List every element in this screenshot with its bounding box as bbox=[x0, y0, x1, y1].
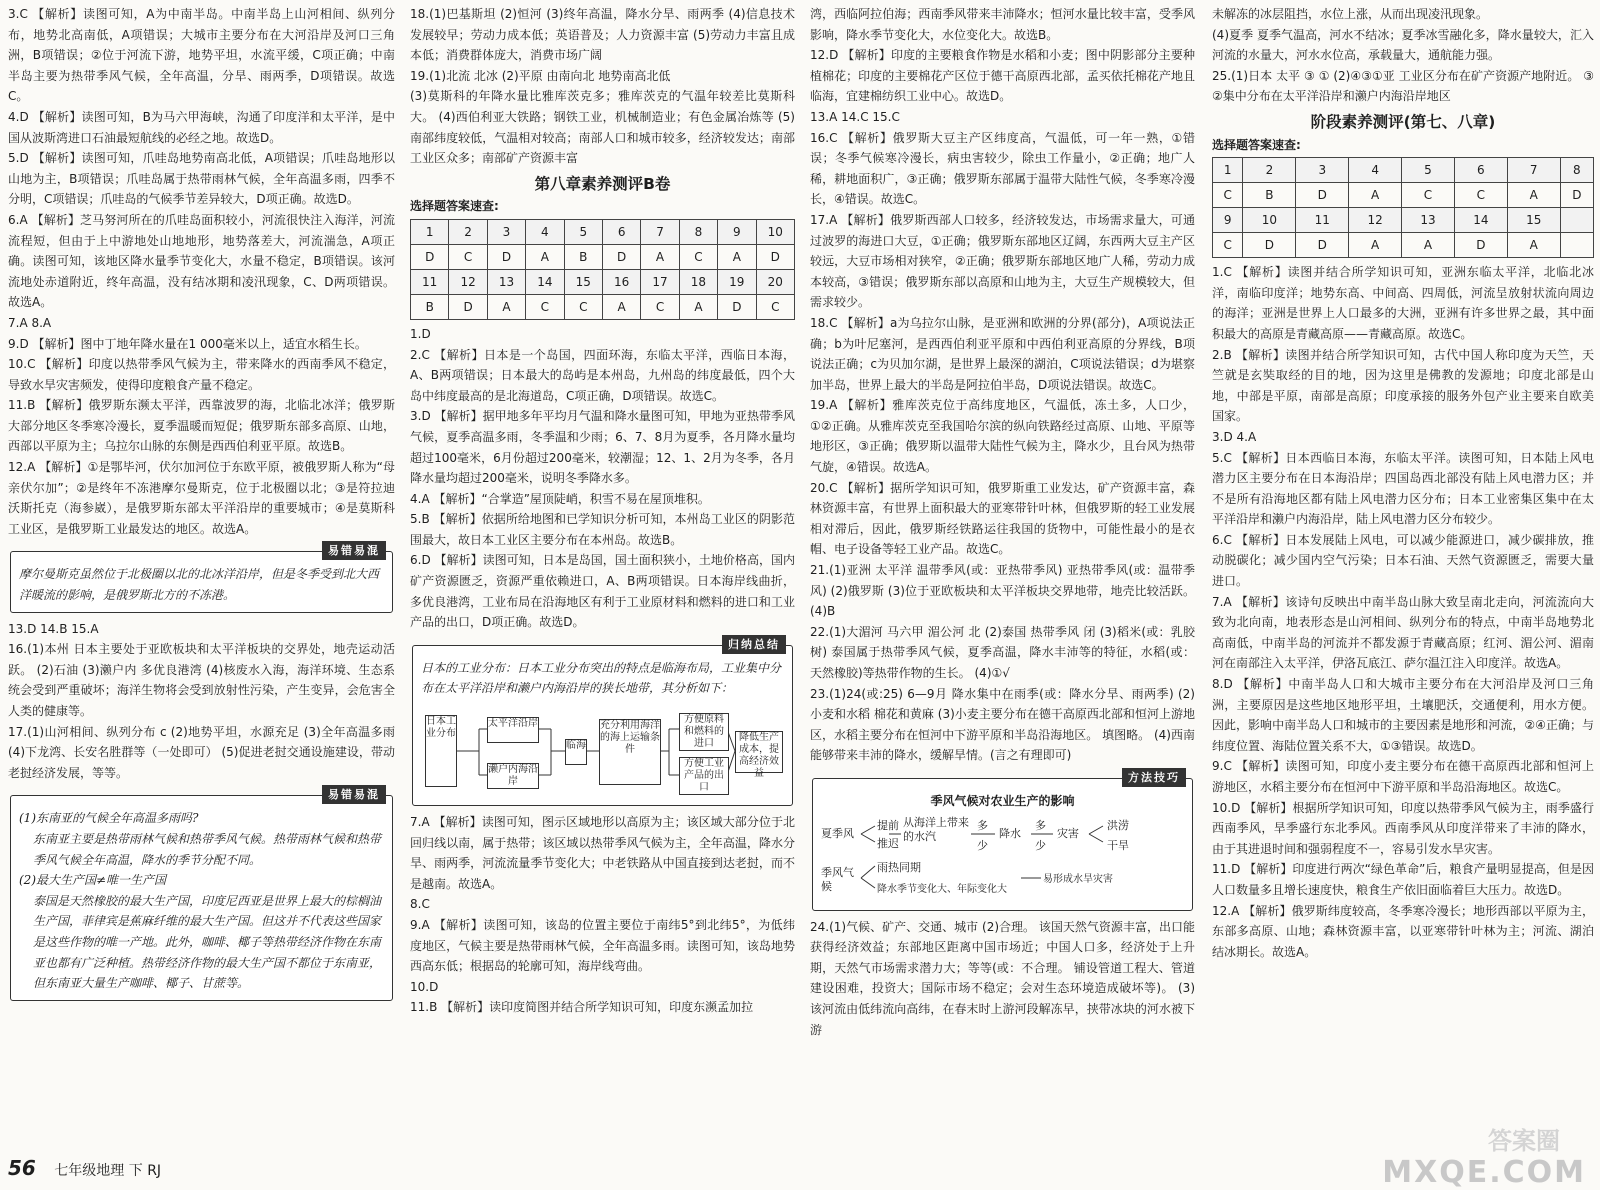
question-number: 4 bbox=[526, 219, 564, 244]
answer-paragraph: 5.C 【解析】日本西临日本海，东临太平洋。读图可知，日本陆上风电潜力区主要分布在日本海沿岸；四国岛西北部没有陆上风电潜力区；并不是所有沿海地区都有陆上风电潜力区分布；日本工业密集区集中在太平洋沿岸和濑户内海沿岸，陆上风电潜力区分布较少。 bbox=[1212, 450, 1594, 527]
answer-paragraph: 2.C 【解析】日本是一个岛国，四面环海，东临太平洋，西临日本海，A、B两项错误；日本最大的岛屿是本州岛，九州岛的纬度最低，四个大岛中纬度最高的是北海道岛，C项正确，D项错误。故选C。 bbox=[410, 347, 795, 403]
column-2 bbox=[410, 4, 795, 1154]
answer-cell: C bbox=[679, 244, 717, 269]
monsoon-node: 易形成水旱灾害 bbox=[1043, 873, 1113, 885]
answer-cell: A bbox=[1402, 233, 1455, 258]
question-number: 15 bbox=[1507, 208, 1560, 233]
question-number: 16 bbox=[602, 269, 640, 294]
question-number: 5 bbox=[1402, 158, 1455, 183]
answer-paragraph: 20.C 【解析】据所学知识可知，俄罗斯重工业发达，矿产资源丰富，森林资源丰富，有世界上面积最大的亚寒带针叶林，但俄罗斯的轻工业发展相对滞后，因此，俄罗斯经铁路运往我国的货物中，可能性最小的是衣帽、电子设备等轻工业产品。故选C。 bbox=[810, 480, 1195, 557]
answer-table bbox=[410, 219, 795, 320]
answer-row bbox=[411, 244, 795, 269]
answer-paragraph: 6.C 【解析】日本发展陆上风电，可以减少能源进口，减少碳排放，推动脱碳化；减少国内空气污染；日本石油、天然气资源匮乏，需要大量进口。 bbox=[1212, 532, 1594, 589]
answer-paragraph: 3.D 【解析】据甲地多年平均月气温和降水量图可知，甲地为亚热带季风气候，夏季高温多雨，冬季温和少雨；6、7、8月为夏季，各月降水量均超过100毫米，6月份超过200毫米，较潮湿；12、1、2月为冬季，各月降水量均超过200毫米，说明冬季降水多。 bbox=[410, 409, 795, 486]
answer-paragraph: 11.D 【解析】印度进行两次“绿色革命”后，粮食产量明显提高，但是因人口数量多且增长速度快，粮食生产依旧面临着巨大压力。故选D。 bbox=[1212, 862, 1594, 897]
tip-line: (1)东南亚的气候全年高温多雨吗? bbox=[19, 811, 199, 826]
answer-quick-label: 选择题答案速查: bbox=[410, 199, 499, 214]
method-box bbox=[812, 770, 1193, 911]
question-number-row bbox=[411, 269, 795, 294]
answer-paragraph: 18.(1)巴基斯坦 (2)恒河 (3)终年高温，降水分旱、雨两季 (4)信息技术发展较早；劳动力成本低；英语普及；人力资源丰富 (5)劳动力丰富且成本低；消费群体庞大，消费市场广阔 bbox=[410, 7, 795, 63]
tip-tag: 易错易混 bbox=[322, 541, 386, 560]
summary-box bbox=[412, 637, 793, 806]
section-heading: 阶段素养测评(第七、八章) bbox=[1310, 112, 1496, 131]
answer-paragraph: 3.D 4.A bbox=[1212, 429, 1257, 444]
flow-node: 方便工业产品的出口 bbox=[679, 757, 729, 795]
answer-paragraph: 16.(1)本州 日本主要处于亚欧板块和太平洋板块的交界处，地壳运动活跃。 (2)石油 (3)濑户内 多优良港湾 (4)核废水入海，海洋环境、生态系统会受到严重破坏；海洋生物将会受到放射性污染，产生变异，会危害全人类的健康等。 bbox=[8, 642, 395, 718]
question-number: 18 bbox=[679, 269, 717, 294]
answer-paragraph: 1.C 【解析】读图并结合所学知识可知，亚洲东临太平洋，北临北冰洋，南临印度洋；地势东高、中间高、四周低，河流呈放射状流向周边的海洋；亚洲是世界上人口最多的大洲，亚洲有许多世界之最，其中面积最大的高原是青藏高原——青藏高原。故选C。 bbox=[1212, 265, 1594, 341]
monsoon-node: 推迟 bbox=[877, 836, 899, 850]
book-title: 七年级地理 下 RJ bbox=[54, 1163, 162, 1180]
answer-paragraph: 1.D bbox=[410, 326, 431, 341]
question-number: 3 bbox=[1296, 158, 1349, 183]
answer-paragraph: 9.A 【解析】读图可知，该岛的位置主要位于南纬5°到北纬5°，为低纬度地区，气候主要是热带雨林气候，全年高温多雨。读图可知，该岛地势西高东低；根据岛的轮廓可知，海岸线弯曲。 bbox=[410, 918, 795, 974]
answer-row bbox=[411, 294, 795, 319]
answer-paragraph: 8.C bbox=[410, 897, 430, 912]
answer-cell: D bbox=[718, 294, 756, 319]
answer-cell: D bbox=[1454, 233, 1507, 258]
question-number: 11 bbox=[1296, 208, 1349, 233]
monsoon-node: 季风气候 bbox=[821, 865, 854, 893]
flow-node: 日本工业分布 bbox=[425, 715, 457, 787]
question-number: 12 bbox=[1349, 208, 1402, 233]
answer-paragraph: 湾，西临阿拉伯海；西南季风带来丰沛降水；恒河水量比较丰富，受季风影响，降水季节变化大，水位变化大。故选B。 bbox=[810, 7, 1195, 42]
answer-paragraph: 17.A 【解析】俄罗斯西部人口较多，经济较发达，市场需求量大，可通过波罗的海进口大豆，①正确；俄罗斯东部地区辽阔，东西两大豆主产区较远，大豆市场相对狭窄，②正确；俄罗斯东部地区地广人稀，劳动力成本较高，③错误；俄罗斯东部以高原和山地为主，大豆生产规模较大，但需求较少。 bbox=[810, 212, 1195, 310]
answer-paragraph: 未解冻的冰层阻挡，水位上涨，从而出现凌汛现象。 bbox=[1212, 7, 1489, 21]
monsoon-node: 雨热同期 bbox=[877, 860, 921, 874]
flow-node: 方便原料和燃料的进口 bbox=[679, 713, 729, 751]
tip-line: 泰国是天然橡胶的最大生产国，印度尼西亚是世界上最大的棕榈油生产国，菲律宾是蕉麻纤维的最大生产国。但这并不代表这些国家是这些作物的唯一产地。此外，咖啡、椰子等热带经济作物在东南亚也都有广泛种植。热带经济作物的最大生产国不都位于东南亚，但东南亚大量生产咖啡、椰子、甘蔗等。 bbox=[33, 893, 382, 991]
question-number: 5 bbox=[564, 219, 602, 244]
answer-row bbox=[1213, 183, 1594, 208]
question-number: 7 bbox=[1507, 158, 1560, 183]
answer-paragraph: 4.A 【解析】“合掌造”屋顶陡峭，积雪不易在屋顶堆积。 bbox=[410, 491, 710, 506]
answer-cell: D bbox=[1296, 183, 1349, 208]
answer-paragraph: 10.C 【解析】印度以热带季风气候为主，带来降水的西南季风不稳定，导致水旱灾害频发，使得印度粮食产量不稳定。 bbox=[8, 357, 395, 392]
answer-paragraph: 7.A 【解析】读图可知，图示区域地形以高原为主；该区域大部分位于北回归线以南，属于热带；该区域以热带季风气候为主，全年高温，降水分旱、雨两季，河流流量季节变化大；中老铁路从中国直接到达老挝，而不是越南。故选A。 bbox=[410, 815, 795, 891]
answer-cell: D bbox=[1296, 233, 1349, 258]
question-number: 9 bbox=[718, 219, 756, 244]
answer-cell: D bbox=[602, 244, 640, 269]
answer-cell: A bbox=[718, 244, 756, 269]
watermark-site: MXQE.COM bbox=[1382, 1155, 1586, 1190]
answer-cell: C bbox=[564, 294, 602, 319]
flow-node: 濑户内海沿岸 bbox=[488, 764, 538, 788]
question-number: 6 bbox=[1454, 158, 1507, 183]
question-number: 14 bbox=[1454, 208, 1507, 233]
answer-paragraph: 6.D 【解析】读图可知，日本是岛国，国土面积狭小，土地价格高，国内矿产资源匮乏，资源严重依赖进口，A、B两项错误。日本海岸线曲折，多优良港湾，工业布局在沿海地区有利于工业原材料和燃料的进口和工业产品的出口，D项正确。故选D。 bbox=[410, 553, 795, 630]
answer-paragraph: 9.C 【解析】读图可知，印度小麦主要分布在德干高原西北部和恒河上游地区，水稻主要分布在恒河中下游平原和半岛沿海地区。故选C。 bbox=[1212, 759, 1594, 794]
page-number: 56 bbox=[8, 1156, 36, 1181]
answer-paragraph: 16.C 【解析】俄罗斯大豆主产区纬度高，气温低，可一年一熟，①错误；冬季气候寒冷漫长，病虫害较少，除虫工作量小，②正确；地广人稀，耕地面积广，③正确；俄罗斯东部属于温带大陆性气候，冬季寒冷漫长，④错误。故选C。 bbox=[810, 130, 1195, 207]
answer-paragraph: 5.D 【解析】读图可知，爪哇岛地势南高北低，A项错误；爪哇岛地形以山地为主，B项错误；爪哇岛属于热带雨林气候，全年高温多雨，四季不分明，C项错误；爪哇岛的气候季节差异较大，D项正确。故选D。 bbox=[8, 151, 395, 207]
flow-node: 充分利用海洋的海上运输条件 bbox=[599, 719, 661, 785]
answer-cell: D bbox=[411, 244, 449, 269]
answer-paragraph: 10.D 【解析】根据所学知识可知，印度以热带季风气候为主，雨季盛行西南季风，旱季盛行东北季风。西南季风从印度洋带来了丰沛的降水，由于其进退时间和强弱程度不一，容易引发水旱灾害。 bbox=[1212, 800, 1594, 856]
question-number: 2 bbox=[1243, 158, 1296, 183]
monsoon-node: 夏季风 bbox=[821, 826, 854, 840]
question-number: 15 bbox=[564, 269, 602, 294]
question-number: 6 bbox=[602, 219, 640, 244]
question-number: 17 bbox=[641, 269, 679, 294]
monsoon-node: 少 bbox=[977, 838, 988, 852]
page-footer bbox=[8, 1158, 161, 1182]
watermark-logo: 答案圈 bbox=[1488, 1127, 1560, 1156]
monsoon-node: 灾害 bbox=[1057, 826, 1079, 840]
answer-paragraph: 12.A 【解析】俄罗斯纬度较高，冬季寒冷漫长；地形西部以平原为主，东部多高原、山地；森林资源丰富，以亚寒带针叶林为主；河流、湖泊结冰期长。故选A。 bbox=[1212, 903, 1594, 959]
answer-paragraph: 25.(1)日本 太平 ③ ① (2)④③①亚 工业区分布在矿产资源产地附近。 ③ ②集中分布在太平洋沿岸和濑户内海沿岸地区 bbox=[1212, 68, 1594, 104]
question-number: 3 bbox=[487, 219, 525, 244]
question-number: 10 bbox=[756, 219, 794, 244]
answer-cell: A bbox=[1349, 233, 1402, 258]
question-number: 4 bbox=[1349, 158, 1402, 183]
question-number: 13 bbox=[487, 269, 525, 294]
answer-cell: A bbox=[641, 244, 679, 269]
question-number: 8 bbox=[679, 219, 717, 244]
flow-node: 降低生产成本，提高经济效益 bbox=[735, 731, 783, 773]
question-number bbox=[1560, 208, 1593, 233]
answer-cell: A bbox=[1507, 233, 1560, 258]
question-number: 8 bbox=[1560, 158, 1593, 183]
answer-paragraph: 10.D bbox=[410, 979, 439, 994]
answer-paragraph: 22.(1)大湄河 马六甲 湄公河 北 (2)泰国 热带季风 闭 (3)稻米(或：乳胶树) 泰国属于热带季风气候，夏季高温，降水丰沛等的特征，水稻(或：天然橡胶)等热带作物的生长。 (4)①√ bbox=[810, 624, 1195, 680]
flow-node: 太平洋沿岸 bbox=[487, 717, 539, 743]
column-4 bbox=[1212, 4, 1594, 1154]
answer-cell: A bbox=[487, 294, 525, 319]
monsoon-node: 洪涝 bbox=[1107, 818, 1129, 832]
answer-paragraph: (3)莫斯科的年降水量比雅库茨克多；雅库茨克的气温年较差比莫斯科大。 (4)西伯利亚大铁路；钢铁工业，机械制造业；有色金属冶炼等 (5)南部纬度较低，气温相对较高；南部人口和城市较多，经济较发达；南部工业区众多；南部矿产资源丰富 bbox=[410, 89, 795, 166]
answer-cell: A bbox=[1349, 183, 1402, 208]
summary-text: 日本的工业分布：日本工业分布突出的特点是临海布局，工业集中分布在太平洋沿岸和濑户内海沿岸的狭长地带，其分析如下： bbox=[421, 660, 782, 696]
monsoon-node: 降水季节变化大、年际变化大 bbox=[877, 883, 1007, 895]
answer-paragraph: 21.(1)亚洲 太平洋 温带季风(或：亚热带季风) 亚热带季风(或：温带季风) (2)俄罗斯 (3)位于亚欧板块和太平洋板块交界地带，地壳比较活跃。 (4)B bbox=[810, 563, 1195, 619]
answer-paragraph: 8.D 【解析】中南半岛人口和大城市主要分布在大河沿岸及河口三角洲，主要原因是这些地区地形平坦，土壤肥沃，交通便利，用水方便。因此，影响中南半岛人口和城市的主要因素是地形和河流，②④正确；与纬度位置、海陆位置关系不大，①③错误。故选D。 bbox=[1212, 677, 1594, 753]
tip-tag: 方法技巧 bbox=[1122, 768, 1186, 787]
column-3 bbox=[810, 4, 1195, 1154]
tip-text: 摩尔曼斯克虽然位于北极圈以北的北冰洋沿岸，但是冬季受到北大西洋暖流的影响，是俄罗斯北方的不冻港。 bbox=[19, 567, 380, 603]
answer-cell: D bbox=[487, 244, 525, 269]
monsoon-node: 提前 bbox=[877, 818, 899, 832]
question-number: 19 bbox=[718, 269, 756, 294]
answer-cell: D bbox=[449, 294, 487, 319]
answer-paragraph: 24.(1)气候、矿产、交通、城市 (2)合理。 该国天然气资源丰富，出口能获得经济效益；东部地区距离中国市场近；中国人口多，经济处于上升期，天然气市场需求潜力大；等等(或：不合理。 铺设管道工程大、管道建设困难，投资大；国际市场不稳定；会对生态环境造成破坏等)。 (3)该河流由低纬流向高纬，在春末时上游河段解冻早，挟带冰块的河水被下游 bbox=[810, 919, 1195, 1037]
answer-paragraph: 2.B 【解析】读图并结合所学知识可知，古代中国人称印度为天竺，天竺就是玄奘取经的目的地，因为这里是佛教的发源地；印度北部是山地，中部是平原，南部是高原；印度承接的服务外包产业主要来自欧美国家。 bbox=[1212, 347, 1594, 424]
answer-cell bbox=[1560, 233, 1593, 258]
answer-paragraph: 23.(1)24(或:25) 6—9月 降水集中在雨季(或：降水分旱、雨两季) (2)小麦和水稻 棉花和黄麻 (3)小麦主要分布在德干高原西北部和恒河上游地区，水稻主要分布在恒河中下游平原和半岛沿海地区。 填图略。 (4)西南 能够带来丰沛的降水，缓解旱情。(言之有理即可) bbox=[810, 686, 1195, 763]
question-number: 9 bbox=[1213, 208, 1243, 233]
column-1 bbox=[8, 4, 395, 1154]
answer-paragraph: 12.D 【解析】印度的主要粮食作物是水稻和小麦；图中阴影部分主要种植棉花；印度的主要棉花产区位于德干高原西北部，孟买依托棉花产地且临海，宜建棉纺织工业中心。故选D。 bbox=[810, 48, 1195, 104]
answer-cell: A bbox=[1507, 183, 1560, 208]
answer-paragraph: 13.D 14.B 15.A bbox=[8, 621, 99, 636]
answer-paragraph: 13.A 14.C 15.C bbox=[810, 109, 900, 124]
flow-diagram bbox=[421, 705, 784, 797]
answer-paragraph: 11.B 【解析】读印度简图并结合所学知识可知，印度东濒孟加拉 bbox=[410, 1000, 754, 1015]
flow-node: 临海 bbox=[565, 739, 587, 765]
answer-paragraph: 6.A 【解析】芝马努河所在的爪哇岛面积较小，河流很快注入海洋，河流流程短，但由于上中游地处山地地形，地势落差大，河流湍急，A项正确。读图可知，该地区降水量季节变化大，水量不稳定，B项错误。该河流地处赤道附近，终年高温，没有结冰期和凌汛现象，C、D两项错误。故选A。 bbox=[8, 212, 395, 310]
answer-cell: A bbox=[679, 294, 717, 319]
tip-box-2 bbox=[10, 788, 393, 1000]
question-number: 13 bbox=[1402, 208, 1455, 233]
answer-cell: C bbox=[1454, 183, 1507, 208]
tip-line: (2)最大生产国≠唯一生产国 bbox=[19, 873, 167, 888]
answer-cell: B bbox=[1243, 183, 1296, 208]
answer-cell: B bbox=[411, 294, 449, 319]
question-number: 7 bbox=[641, 219, 679, 244]
answer-paragraph: 7.A 【解析】该诗句反映出中南半岛山脉大致呈南北走向，河流流向大致为北向南，地表形态是山河相间、纵列分布的特点，中南半岛地势北高南低，中南半岛的河流并不都发源于青藏高原；红河、湄公河、湄南河在南部注入太平洋，伊洛瓦底江、萨尔温江注入印度洋。故选A。 bbox=[1212, 594, 1594, 671]
answer-table bbox=[1212, 157, 1594, 258]
method-title: 季风气候对农业生产的影响 bbox=[930, 793, 1075, 808]
answer-cell: C bbox=[756, 294, 794, 319]
answer-paragraph: 17.(1)山河相间、纵列分布 c (2)地势平坦，水源充足 (3)全年高温多雨 (4)下龙湾、长安名胜群等（一处即可） (5)促进老挝交通设施建设，带动老挝经济发展，等等。 bbox=[8, 724, 395, 780]
question-number: 11 bbox=[411, 269, 449, 294]
answer-paragraph: (4)夏季 夏季气温高，河水不结冰；夏季冰雪融化多，降水量较大，汇入河流的水量大，河水水位高，承载量大，通航能力强。 bbox=[1212, 27, 1594, 63]
answer-paragraph: 18.C 【解析】a为乌拉尔山脉，是亚洲和欧洲的分界(部分)，A项说法正确；b为叶尼塞河，是西西伯利亚平原和中西伯利亚高原的分界线，B项说法正确；c为贝加尔湖，是世界上最深的湖泊，C项说法错误；d为堪察加半岛，世界上最大的半岛是阿拉伯半岛，D项说法错误。故选C。 bbox=[810, 315, 1195, 392]
answer-cell: B bbox=[564, 244, 602, 269]
tip-line: 东南亚主要是热带雨林气候和热带季风气候。热带雨林气候和热带季风气候全年高温，降水的季节分配不同。 bbox=[33, 831, 382, 867]
answer-paragraph: 4.D 【解析】读图可知，B为马六甲海峡，沟通了印度洋和太平洋，是中国从波斯湾进口石油最短航线的必经之地。故选D。 bbox=[8, 109, 395, 145]
monsoon-node: 多 bbox=[977, 818, 988, 832]
monsoon-node: 干旱 bbox=[1107, 838, 1129, 852]
answer-paragraph: 11.B 【解析】俄罗斯东濒太平洋，西靠波罗的海，北临北冰洋；俄罗斯大部分地区冬季寒冷漫长，夏季温暖而短促；俄罗斯东部多高原、山地，西部以平原为主；乌拉尔山脉的东侧是西西伯利亚平原。故选B。 bbox=[8, 398, 395, 454]
question-number: 1 bbox=[411, 219, 449, 244]
question-number: 1 bbox=[1213, 158, 1243, 183]
monsoon-node: 多 bbox=[1035, 818, 1046, 832]
answer-row bbox=[1213, 233, 1594, 258]
answer-cell: A bbox=[526, 244, 564, 269]
answer-cell: C bbox=[526, 294, 564, 319]
answer-cell: D bbox=[756, 244, 794, 269]
answer-paragraph: 3.C 【解析】读图可知，A为中南半岛。中南半岛上山河相间、纵列分布，地势北高南低，A项错误；大城市主要分布在大河沿岸及河口三角洲，B项错误；②位于河流下游，地势平坦，水流平缓，C项正确；中南半岛主要为热带季风气候，全年高温，分旱、雨两季，D项错误。故选C。 bbox=[8, 7, 395, 104]
monsoon-diagram bbox=[821, 816, 1184, 900]
answer-paragraph: 19.A 【解析】雅库茨克位于高纬度地区，气温低，冻土多，人口少，①②正确。从雅库茨克至我国哈尔滨的纵向铁路经过高原、山地、平原等地形区，③正确；俄罗斯以温带大陆性气候为主，降水少，且台风为热带气旋，④错误。故选A。 bbox=[810, 398, 1195, 475]
question-number-row bbox=[1213, 208, 1594, 233]
answer-cell: C bbox=[1213, 233, 1243, 258]
monsoon-node: 从海洋上带来的水汽 bbox=[903, 815, 969, 843]
answer-paragraph: 5.B 【解析】依据所给地图和已学知识分析可知，本州岛工业区的阴影范围最大，故日本工业区主要分布在本州岛。故选B。 bbox=[410, 512, 795, 547]
question-number: 10 bbox=[1243, 208, 1296, 233]
question-number: 2 bbox=[449, 219, 487, 244]
question-number: 12 bbox=[449, 269, 487, 294]
answer-paragraph: 9.D 【解析】图中丁地年降水量在1 000毫米以上，适宜水稻生长。 bbox=[8, 336, 367, 351]
question-number: 14 bbox=[526, 269, 564, 294]
question-number-row bbox=[1213, 158, 1594, 183]
answer-quick-label: 选择题答案速查: bbox=[1212, 137, 1301, 152]
question-number-row bbox=[411, 219, 795, 244]
monsoon-node: 降水 bbox=[999, 826, 1021, 840]
question-number: 20 bbox=[756, 269, 794, 294]
answer-cell: D bbox=[1243, 233, 1296, 258]
section-heading: 第八章素养测评B卷 bbox=[534, 174, 671, 193]
tip-box-1 bbox=[10, 544, 393, 612]
answer-cell: C bbox=[1402, 183, 1455, 208]
tip-tag: 易错易混 bbox=[322, 785, 386, 804]
tip-tag: 归纳总结 bbox=[722, 635, 786, 654]
answer-cell: C bbox=[641, 294, 679, 319]
answer-cell: C bbox=[449, 244, 487, 269]
answer-cell: A bbox=[602, 294, 640, 319]
answer-paragraph: 12.A 【解析】①是鄂毕河，伏尔加河位于东欧平原，被俄罗斯人称为“母亲伏尔加”；②是终年不冻港摩尔曼斯克，位于北极圈以北；③是符拉迪沃斯托克（海参崴），是俄罗斯东部太平洋沿岸的重要城市；④是莫斯科工业区，是俄罗斯工业最发达的地区。故选A。 bbox=[8, 460, 395, 536]
answer-cell: D bbox=[1560, 183, 1593, 208]
monsoon-node: 少 bbox=[1035, 838, 1046, 852]
answer-cell: C bbox=[1213, 183, 1243, 208]
answer-paragraph: 19.(1)北流 北冰 (2)平原 由南向北 地势南高北低 bbox=[410, 68, 671, 83]
answer-paragraph: 7.A 8.A bbox=[8, 315, 52, 330]
